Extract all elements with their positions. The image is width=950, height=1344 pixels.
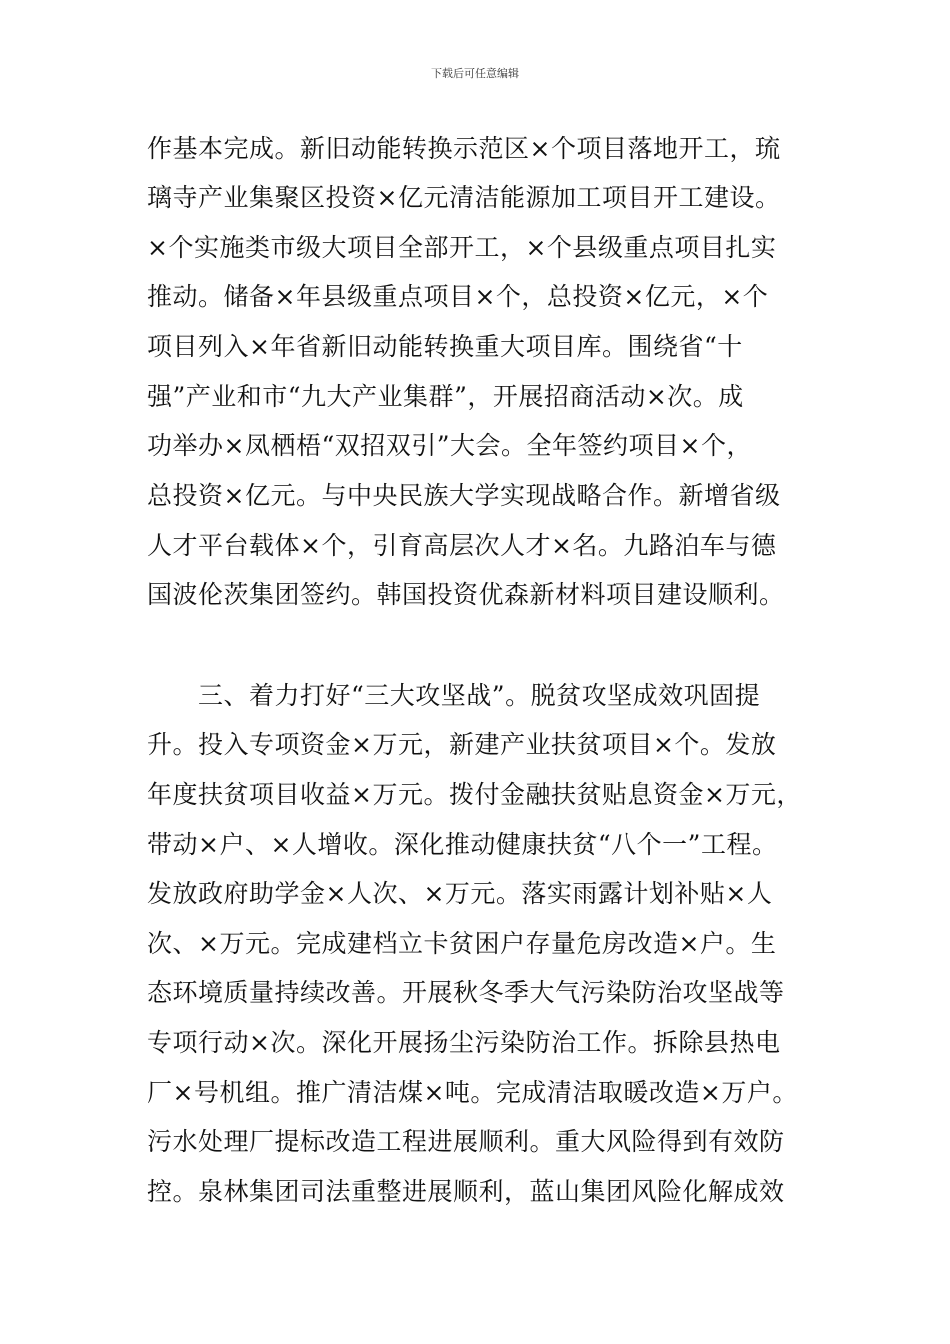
paragraph-2-line-10: 污水处理厂提标改造工程进展顺利。重大风险得到有效防 [147, 1127, 785, 1156]
paragraph-2-line-4: 带动×户、×人增收。深化推动健康扶贫“八个一”工程。 [147, 830, 778, 859]
paragraph-2-line-1: 三、着力打好“三大攻坚战”。脱贫攻坚成效巩固提 [147, 681, 761, 710]
paragraph-1-line-8: 总投资×亿元。与中央民族大学实现战略合作。新增省级 [147, 481, 781, 510]
paragraph-1-line-10: 国波伦茨集团签约。韩国投资优森新材料项目建设顺利。 [147, 580, 785, 609]
paragraph-2-line-3: 年度扶贫项目收益×万元。拨付金融扶贫贴息资金×万元， [147, 780, 802, 809]
paragraph-1-line-7: 功举办×凤栖梧“双招双引”大会。全年签约项目×个， [147, 431, 752, 460]
paragraph-1-line-5: 项目列入×年省新旧动能转换重大项目库。围绕省“十 [147, 332, 743, 361]
paragraph-1-line-6: 强”产业和市“九大产业集群”，开展招商活动×次。成 [147, 382, 744, 411]
paragraph-2-line-2: 升。投入专项资金×万元，新建产业扶贫项目×个。发放 [147, 730, 777, 759]
paragraph-2-line-9: 厂×号机组。推广清洁煤×吨。完成清洁取暖改造×万户。 [147, 1078, 798, 1107]
paragraph-2-line-7: 态环境质量持续改善。开展秋冬季大气污染防治攻坚战等 [147, 978, 785, 1007]
page-header: 下载后可任意编辑 [431, 67, 519, 80]
paragraph-2-line-8: 专项行动×次。深化开展扬尘污染防治工作。拆除县热电 [147, 1028, 781, 1057]
paragraph-1-line-1: 作基本完成。新旧动能转换示范区×个项目落地开工，琉 [147, 134, 781, 163]
paragraph-2-line-5: 发放政府助学金×人次、×万元。落实雨露计划补贴×人 [147, 879, 773, 908]
paragraph-2-line-11: 控。泉林集团司法重整进展顺利，蓝山集团风险化解成效 [147, 1177, 785, 1206]
paragraph-1-line-9: 人才平台载体×个，引育高层次人才×名。九路泊车与德 [147, 531, 777, 560]
paragraph-2-line-6: 次、×万元。完成建档立卡贫困户存量危房改造×户。生 [147, 929, 777, 958]
paragraph-1-line-3: ×个实施类市级大项目全部开工，×个县级重点项目扎实 [147, 233, 777, 262]
paragraph-1-line-2: 璃寺产业集聚区投资×亿元清洁能源加工项目开工建设。 [147, 183, 781, 212]
paragraph-1-line-4: 推动。储备×年县级重点项目×个，总投资×亿元，×个 [147, 282, 769, 311]
